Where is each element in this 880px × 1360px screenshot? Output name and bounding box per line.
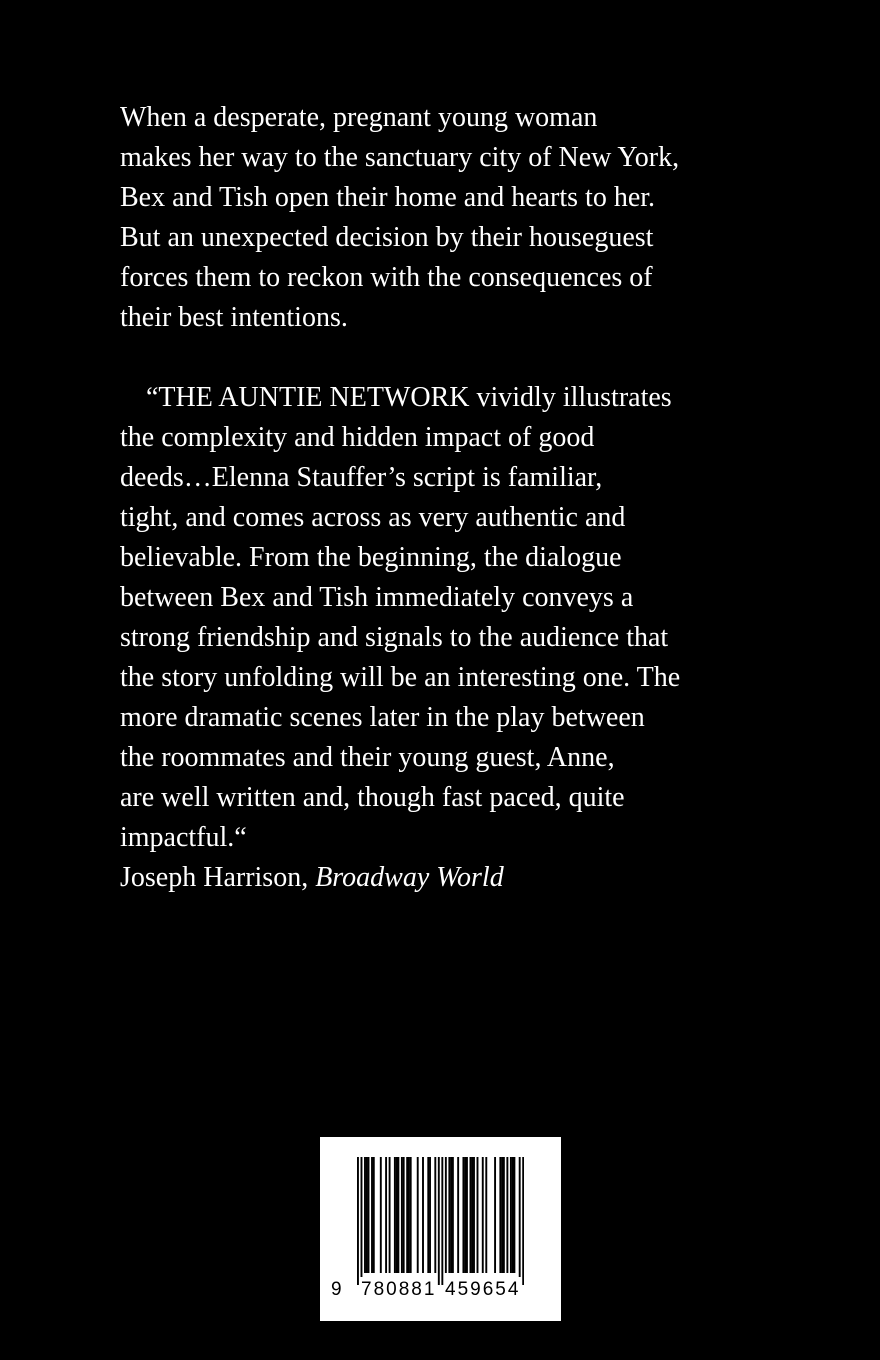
barcode-bar bbox=[427, 1157, 429, 1273]
barcode-bar bbox=[473, 1157, 475, 1273]
barcode-bar bbox=[438, 1157, 440, 1285]
review-attribution bbox=[120, 858, 780, 898]
barcode-bar bbox=[373, 1157, 375, 1273]
barcode-bar bbox=[396, 1157, 398, 1273]
barcode-bar bbox=[519, 1157, 521, 1285]
barcode-bar bbox=[499, 1157, 501, 1273]
review-line: tight, and comes across as very authentic and bbox=[120, 502, 626, 533]
barcode-bar bbox=[466, 1157, 468, 1273]
barcode-bar bbox=[452, 1157, 454, 1273]
barcode-bar bbox=[470, 1157, 472, 1273]
barcode-bar bbox=[522, 1157, 524, 1285]
synopsis-line: makes her way to the sanctuary city of New York, bbox=[120, 142, 680, 173]
barcode-bar bbox=[477, 1157, 479, 1273]
review-line: impactful.“ bbox=[120, 822, 247, 853]
synopsis-line: When a desperate, pregnant young woman bbox=[120, 102, 598, 133]
barcode-bar bbox=[464, 1157, 466, 1273]
review-line: more dramatic scenes later in the play between bbox=[120, 702, 645, 733]
review-line: are well written and, though fast paced, quite bbox=[120, 782, 625, 813]
barcode-bar bbox=[513, 1157, 515, 1273]
barcode-bar bbox=[364, 1157, 366, 1273]
synopsis-line: Bex and Tish open their home and hearts to her. bbox=[120, 182, 656, 213]
barcode-bar bbox=[366, 1157, 368, 1273]
review-line: the roommates and their young guest, Anne, bbox=[120, 742, 615, 773]
barcode-bar bbox=[441, 1157, 443, 1285]
barcode-bar bbox=[506, 1157, 508, 1273]
barcode-bar bbox=[434, 1157, 436, 1273]
barcode-bar bbox=[450, 1157, 452, 1273]
review-publication: Broadway World bbox=[315, 862, 504, 893]
barcode-bar bbox=[406, 1157, 408, 1273]
barcode-bar bbox=[397, 1157, 399, 1273]
barcode-bar bbox=[503, 1157, 505, 1273]
barcode-bar bbox=[512, 1157, 514, 1273]
review-line: the complexity and hidden impact of good bbox=[120, 422, 595, 453]
barcode-bar bbox=[457, 1157, 459, 1273]
barcode-bar bbox=[482, 1157, 484, 1273]
barcode-bar bbox=[385, 1157, 387, 1273]
barcode-bar bbox=[471, 1157, 473, 1273]
review-quote bbox=[120, 378, 780, 898]
barcode-bar bbox=[368, 1157, 370, 1273]
barcode-bar bbox=[389, 1157, 391, 1273]
barcode-bar bbox=[361, 1157, 363, 1285]
barcode-bar bbox=[462, 1157, 464, 1273]
isbn-right-group: 459654 bbox=[444, 1277, 521, 1303]
synopsis-line: their best intentions. bbox=[120, 302, 348, 333]
barcode-bar bbox=[357, 1157, 359, 1285]
review-line: deeds…Elenna Stauffer’s script is familiar, bbox=[120, 462, 603, 493]
review-line: between Bex and Tish immediately conveys a bbox=[120, 582, 634, 613]
barcode-bar bbox=[494, 1157, 496, 1273]
barcode-digits bbox=[320, 1277, 561, 1307]
barcode-bar bbox=[371, 1157, 373, 1273]
barcode-bar bbox=[485, 1157, 487, 1273]
review-line: strong friendship and signals to the audience that bbox=[120, 622, 669, 653]
barcode-bars bbox=[357, 1157, 524, 1285]
review-line: “THE AUNTIE NETWORK vividly illustrates bbox=[146, 382, 672, 413]
barcode-bar bbox=[448, 1157, 450, 1273]
review-author: Joseph Harrison, bbox=[120, 862, 309, 893]
barcode-bar bbox=[510, 1157, 512, 1273]
barcode-bar bbox=[401, 1157, 403, 1273]
barcode-bar bbox=[429, 1157, 431, 1273]
isbn-left-group: 780881 bbox=[360, 1277, 437, 1303]
review-line: believable. From the beginning, the dialogue bbox=[120, 542, 622, 573]
barcode-bar bbox=[408, 1157, 410, 1273]
isbn-barcode bbox=[320, 1137, 561, 1321]
barcode-bar bbox=[445, 1157, 447, 1273]
review-line: the story unfolding will be an interesting one. The bbox=[120, 662, 681, 693]
barcode-bar bbox=[394, 1157, 396, 1273]
barcode-bar bbox=[417, 1157, 419, 1273]
synopsis-line: But an unexpected decision by their houseguest bbox=[120, 222, 654, 253]
barcode-bar bbox=[422, 1157, 424, 1273]
barcode-bar bbox=[410, 1157, 412, 1273]
barcode-bar bbox=[403, 1157, 405, 1273]
barcode-bar bbox=[501, 1157, 503, 1273]
barcode-bar bbox=[380, 1157, 382, 1273]
synopsis-paragraph bbox=[120, 98, 780, 338]
isbn-lead-digit: 9 bbox=[330, 1277, 343, 1303]
synopsis-line: forces them to reckon with the consequences of bbox=[120, 262, 653, 293]
